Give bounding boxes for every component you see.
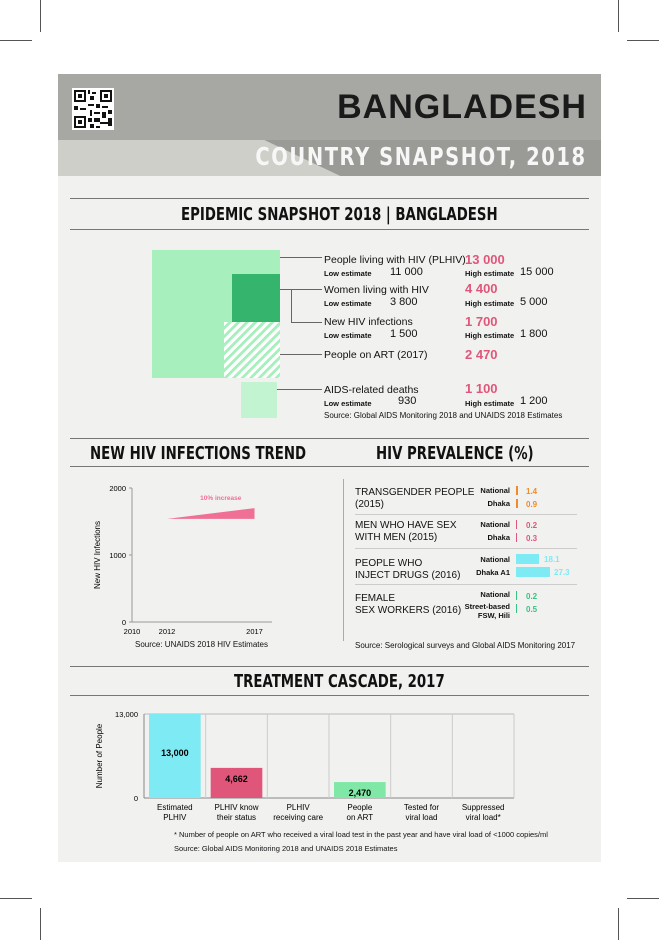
plhiv-low-label: Low estimate	[324, 269, 372, 278]
prev-value: 0.9	[526, 500, 538, 509]
plhiv-low-value: 11 000	[390, 266, 423, 278]
cascade-chart	[86, 704, 516, 830]
deaths-value: 1 100	[465, 381, 498, 396]
divider	[355, 514, 577, 515]
cascade-category-label: Estimated	[157, 803, 193, 812]
prev-region-label	[454, 602, 510, 620]
cascade-category-label: on ART	[346, 813, 374, 822]
divider	[70, 666, 589, 667]
prev-region-label: Dhaka A1	[476, 568, 510, 577]
plhiv-high-value: 15 000	[520, 266, 554, 278]
divider	[355, 548, 577, 549]
connector	[280, 257, 322, 258]
new-infections-low-value: 1 500	[390, 328, 418, 340]
prevalence-source: Source: Serological surveys and Global AIDS Monitoring 2017	[355, 641, 576, 650]
y-axis-label: Number of People	[95, 723, 104, 789]
qr-code-icon[interactable]	[72, 88, 114, 130]
crop-mark	[618, 0, 619, 32]
prev-region-label: National	[480, 590, 510, 599]
connector	[280, 354, 322, 355]
women-value: 4 400	[465, 281, 498, 296]
prev-bar	[516, 567, 550, 577]
connector	[280, 289, 322, 290]
prev-region-label-line1: Street-based	[464, 602, 510, 611]
cascade-category-label: viral load	[405, 813, 438, 822]
cascade-category-label: People	[347, 803, 373, 812]
prev-group-name-line2: INJECT DRUGS (2016)	[355, 570, 461, 581]
art-label: People on ART (2017)	[324, 349, 428, 361]
country-title: BANGLADESH	[337, 88, 587, 126]
deaths-low-value: 930	[398, 395, 417, 407]
crop-mark	[627, 898, 659, 899]
y-tick-label: 0	[133, 794, 138, 803]
prev-group-name	[355, 593, 461, 617]
new-infections-value: 1 700	[465, 314, 498, 329]
crop-mark	[618, 908, 619, 940]
new-infections-high-label: High estimate	[465, 331, 515, 340]
prev-group-name-line1: FEMALE	[355, 593, 396, 604]
divider	[70, 198, 589, 199]
crop-mark	[0, 40, 32, 41]
y-tick-label: 0	[121, 618, 126, 627]
deaths-label: AIDS-related deaths	[324, 384, 419, 396]
cascade-category-label: PLHIV	[163, 813, 187, 822]
new-infections-high-value: 1 800	[520, 328, 548, 340]
trend-section-title: NEW HIV INFECTIONS TREND	[90, 443, 307, 464]
deaths-square	[241, 382, 277, 418]
cascade-bar-value: 4,662	[225, 773, 248, 784]
prev-value: 0.2	[526, 521, 538, 530]
crop-mark	[40, 0, 41, 32]
prev-value: 27.3	[554, 568, 570, 577]
y-tick-label: 1000	[109, 551, 126, 560]
women-low-value: 3 800	[390, 296, 418, 308]
y-axis-label: New HIV Infections	[93, 520, 102, 590]
cascade-source: Source: Global AIDS Monitoring 2018 and UNAIDS 2018 Estimates	[174, 844, 398, 853]
prev-group-name	[355, 558, 460, 582]
divider	[70, 229, 589, 230]
x-tick-label: 2010	[123, 627, 141, 636]
y-tick-label: 2000	[109, 484, 126, 493]
prev-group-name	[355, 520, 457, 544]
new-infections-low-label: Low estimate	[324, 331, 372, 340]
new-infections-square	[224, 322, 280, 378]
cascade-category-label: Tested for	[403, 803, 440, 812]
art-value: 2 470	[465, 347, 498, 362]
women-low-label: Low estimate	[324, 299, 372, 308]
deaths-low-label: Low estimate	[324, 399, 372, 408]
plhiv-high-label: High estimate	[465, 269, 515, 278]
cascade-category-label: their status	[216, 813, 257, 822]
trend-chart	[86, 478, 286, 654]
trend-area	[167, 508, 255, 519]
cascade-section-title: TREATMENT CASCADE, 2017	[234, 671, 445, 692]
crop-mark	[0, 898, 32, 899]
cascade-footnote: * Number of people on ART who received a viral load test in the past year and have viral load of <1000 copies/ml	[174, 830, 548, 839]
prev-value: 0.2	[526, 592, 538, 601]
prevalence-section-title: HIV PREVALENCE (%)	[376, 443, 534, 464]
country-snapshot-subtitle: COUNTRY SNAPSHOT, 2018	[255, 142, 587, 171]
prev-group-name-line2: SEX WORKERS (2016)	[355, 605, 462, 616]
y-tick-label: 13,000	[115, 710, 138, 719]
connector	[291, 322, 322, 323]
prev-bar	[516, 533, 517, 542]
plhiv-label: People living with HIV (PLHIV)	[324, 254, 466, 266]
women-square	[232, 274, 280, 322]
cascade-bar-value: 2,470	[348, 788, 372, 799]
cascade-bar-value: 13,000	[161, 748, 189, 758]
epidemic-section-title: EPIDEMIC SNAPSHOT 2018 | BANGLADESH	[181, 204, 498, 225]
prev-group-name-line1: MEN WHO HAVE SEX	[355, 520, 457, 531]
trend-source: Source: UNAIDS 2018 HIV Estimates	[135, 640, 268, 649]
prev-bar	[516, 604, 517, 613]
prev-group-name-line1: PEOPLE WHO	[355, 558, 423, 569]
cascade-category-label: viral load*	[465, 813, 501, 822]
deaths-high-label: High estimate	[465, 399, 515, 408]
epidemic-source: Source: Global AIDS Monitoring 2018 and UNAIDS 2018 Estimates	[324, 411, 563, 420]
prev-value: 0.5	[526, 605, 538, 614]
cascade-category-label: receiving care	[273, 813, 324, 822]
prev-region-label-line2: FSW, Hili	[477, 611, 510, 620]
prev-region-label: Dhaka	[487, 533, 510, 542]
prev-region-label: National	[480, 555, 510, 564]
connector	[291, 289, 292, 322]
cascade-category-label: Suppressed	[461, 803, 505, 812]
prev-group-name-line2: (2015)	[355, 499, 384, 510]
crop-mark	[627, 40, 659, 41]
divider	[70, 466, 589, 467]
prev-group-name-line1: TRANSGENDER PEOPLE	[355, 487, 475, 498]
cascade-category-label: PLHIV know	[214, 803, 259, 812]
prev-region-label: National	[480, 486, 510, 495]
prev-value: 1.4	[526, 487, 538, 496]
cascade-category-label: PLHIV	[286, 803, 310, 812]
x-tick-label: 2012	[158, 627, 176, 636]
snapshot-card	[58, 74, 601, 862]
crop-mark	[40, 908, 41, 940]
prev-bar	[516, 554, 539, 564]
women-high-value: 5 000	[520, 296, 548, 308]
prev-value: 18.1	[544, 555, 560, 564]
plhiv-value: 13 000	[465, 252, 505, 267]
divider	[70, 438, 589, 439]
women-label: Women living with HIV	[324, 284, 429, 296]
deaths-high-value: 1 200	[520, 395, 548, 407]
connector	[277, 389, 322, 390]
prev-bar	[516, 499, 518, 508]
x-tick-label: 2017	[246, 627, 263, 636]
divider	[70, 695, 589, 696]
new-infections-label: New HIV infections	[324, 316, 413, 328]
prev-bar	[516, 486, 518, 495]
women-high-label: High estimate	[465, 299, 515, 308]
trend-annotation: 10% increase	[200, 495, 242, 503]
prev-region-label: Dhaka	[487, 499, 510, 508]
prev-bar	[516, 591, 517, 600]
divider	[355, 584, 577, 585]
prev-group-name-line2: WITH MEN (2015)	[355, 532, 438, 543]
prev-value: 0.3	[526, 534, 538, 543]
prev-region-label: National	[480, 520, 510, 529]
prev-bar	[516, 520, 517, 529]
divider	[343, 479, 344, 641]
prev-group-name	[355, 487, 474, 511]
